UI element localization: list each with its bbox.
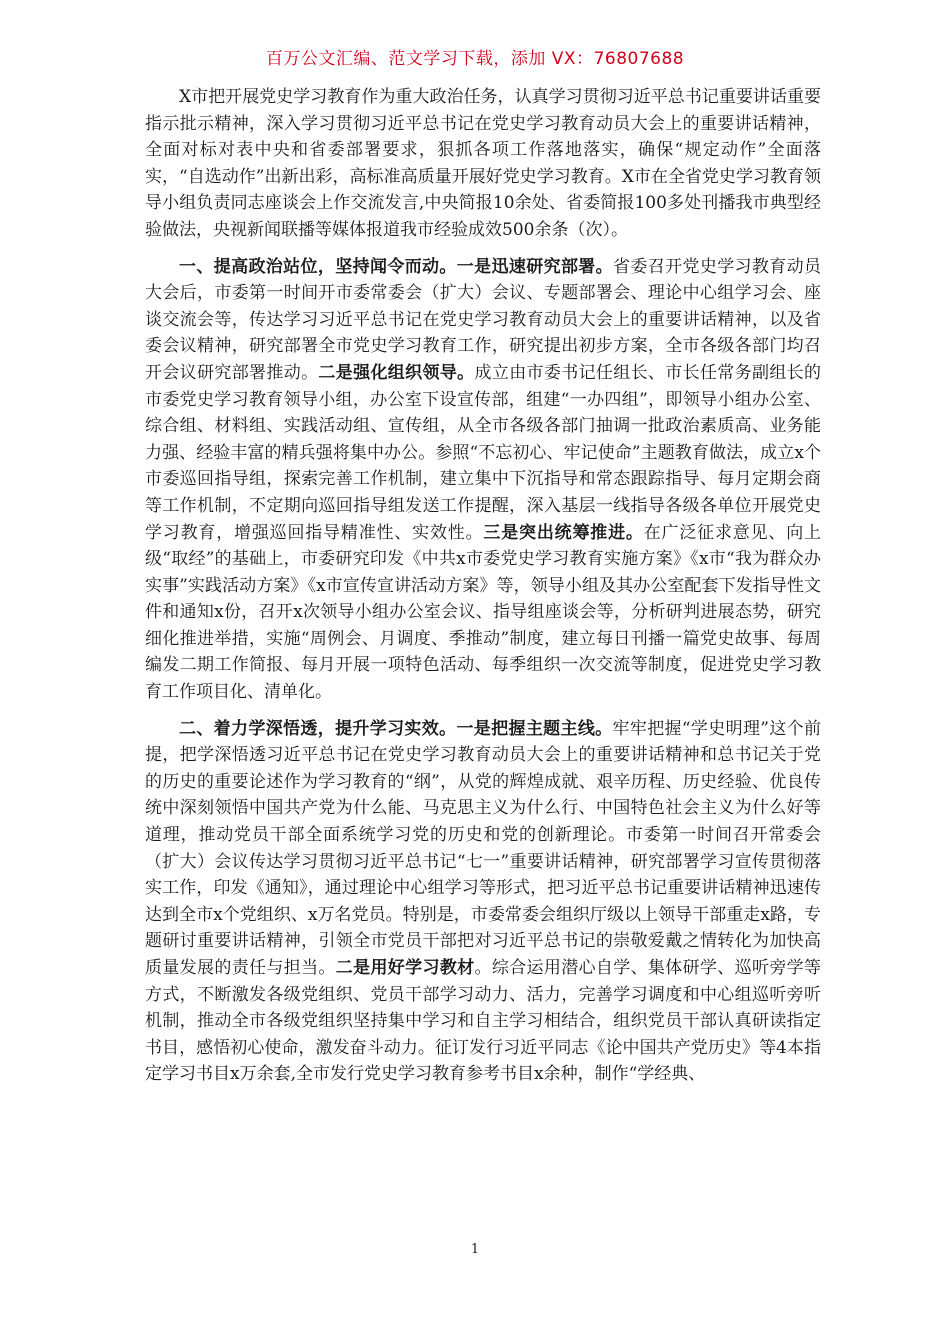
intro-paragraph: X市把开展党史学习教育作为重大政治任务，认真学习贯彻习近平总书记重要讲话重要指示批示精神，深入学习贯彻习近平总书记在党史学习教育动员大会上的重要讲话精神，全面对标对表中央和省委部署要求，狠抓各项工作落地落实，确保“规定动作”全面落实，“自选动作”出新出彩，高标准高质量开展好党史学习教育。X市在全省党史学习教育领导小组负责同志座谈会上作交流发言,中央简报10余处、省委简报100多处刊播我市典型经验做法，央视新闻联播等媒体报道我市经验成效500余条（次）。 bbox=[145, 87, 821, 240]
section-1-point-3-text: 在广泛征求意见、向上级“取经”的基础上，市委研究印发《中共x市委党史学习教育实施方案》《x市“我为群众办实事”实践活动方案》《x市宣传宣讲活动方案》等，领导小组及其办公室配套下发指导性文件和通知x份，召开x次领导小组办公室会议、指导组座谈会等，分析研判进展态势，研究细化推进举措，实施“周例会、月调度、季推动”制度，建立每日刊播一篇党史故事、每周编发二期工作简报、每月开展一项特色活动、每季组织一次交流等制度，促进党史学习教育工作项目化、清单化。 bbox=[145, 522, 822, 703]
section-2-paragraph bbox=[145, 716, 821, 1088]
section-1-paragraph bbox=[145, 254, 821, 706]
page-number: 1 bbox=[470, 1242, 480, 1257]
section-2-heading: 二、着力学深悟透，提升学习实效。 bbox=[179, 718, 457, 739]
section-1-point-2-title: 二是强化组织领导。 bbox=[318, 362, 475, 383]
section-1-point-2-text: 成立由市委书记任组长、市长任常务副组长的市委党史学习教育领导小组，办公室下设宣传部，组建“一办四组”，即领导小组办公室、综合组、材料组、实践活动组、宣传组，从全市各级各部门抽调一批政治素质高、业务能力强、经验丰富的精兵强将集中办公。参照“不忘初心、牢记使命”主题教育做法，成立x个市委巡回指导组，探索完善工作机制，建立集中下沉指导和常态跟踪指导、每月定期会商等工作机制，不定期向巡回指导组发送工作提醒，深入基层一线指导各级各单位开展党史学习教育，增强巡回指导精准性、实效性。 bbox=[145, 362, 822, 543]
section-1-point-1-text: 省委召开党史学习教育动员大会后，市委第一时间开市委常委会（扩大）会议、专题部署会、理论中心组学习会、座谈交流会等，传达学习习近平总书记在党史学习教育动员大会上的重要讲话精神，以及省委会议精神，研究部署全市党史学习教育工作，研究提出初步方案，全市各级各部门均召开会议研究部署推动。 bbox=[145, 256, 822, 383]
promo-banner: 百万公文汇编、范文学习下载，添加 VX：76807688 bbox=[265, 49, 685, 69]
document-body bbox=[145, 84, 821, 1097]
section-2-point-2-text: 。综合运用潜心自学、集体研学、巡听旁学等方式，不断激发各级党组织、党员干部学习动力、活力，完善学习调度和中心组巡听旁听机制，推动全市各级党组织坚持集中学习和自主学习相结合，组织党员干部认真研读指定书目，感悟初心使命，激发奋斗动力。征订发行习近平同志《论中国共产党历史》等4本指定学习书目x万余套,全市发行党史学习教育参考书目x余种，制作“学经典、 bbox=[145, 958, 822, 1085]
section-1-point-1-title: 一是迅速研究部署。 bbox=[456, 256, 614, 277]
section-2-point-2-title: 二是用好学习教材 bbox=[335, 958, 475, 978]
section-2-point-1-title: 一是把握主题主线。 bbox=[456, 718, 613, 739]
section-1-heading: 一、提高政治站位，坚持闻令而动。 bbox=[179, 256, 457, 277]
section-1-point-3-title: 三是突出统筹推进。 bbox=[483, 522, 644, 543]
section-2-point-1-text: 牢牢把握“学史明理”这个前提，把学深悟透习近平总书记在党史学习教育动员大会上的重要讲话精神和总书记关于党的历史的重要论述作为学习教育的“纲”，从党的辉煌成就、艰辛历程、历史经验、优良传统中深刻领悟中国共产党为什么能、马克思主义为什么行、中国特色社会主义为什么好等道理，推动党员干部全面系统学习党的历史和党的创新理论。市委第一时间召开常委会（扩大）会议传达学习贯彻习近平总书记“七一”重要讲话精神，研究部署学习宣传贯彻落实工作，印发《通知》，通过理论中心组学习等形式，把习近平总书记重要讲话精神迅速传达到全市x个党组织、x万名党员。特别是，市委常委会组织厅级以上领导干部重走x路，专题研讨重要讲话精神，引领全市党员干部把对习近平总书记的崇敬爱戴之情转化为加快高质量发展的责任与担当。 bbox=[145, 718, 822, 978]
